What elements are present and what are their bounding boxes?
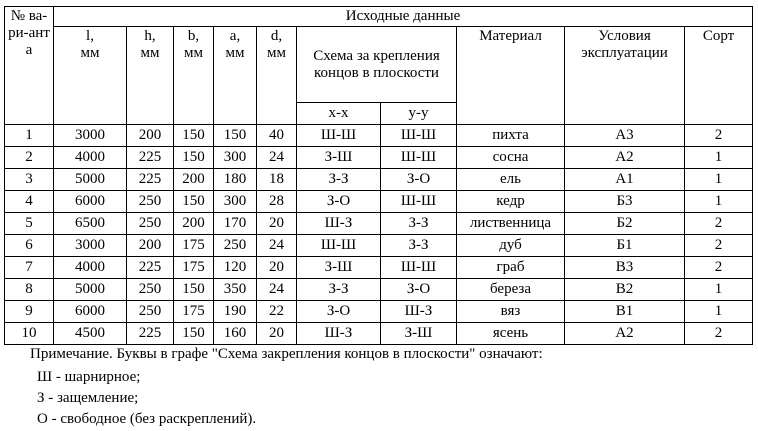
cell-variant: 4 xyxy=(5,191,54,213)
cell-variant: 9 xyxy=(5,301,54,323)
cell-scheme-xx: З-О xyxy=(297,301,381,323)
cell-d: 22 xyxy=(257,301,297,323)
cell-length: 6000 xyxy=(54,301,127,323)
cell-length: 6500 xyxy=(54,213,127,235)
cell-variant: 2 xyxy=(5,147,54,169)
cell-length: 3000 xyxy=(54,235,127,257)
cell-height: 200 xyxy=(127,125,174,147)
cell-length: 4500 xyxy=(54,323,127,345)
cell-d: 20 xyxy=(257,213,297,235)
cell-width: 150 xyxy=(174,323,214,345)
cell-width: 175 xyxy=(174,235,214,257)
header-material: Материал xyxy=(457,27,565,125)
cell-conditions: В1 xyxy=(565,301,685,323)
cell-scheme-xx: Ш-З xyxy=(297,213,381,235)
cell-width: 200 xyxy=(174,213,214,235)
cell-height: 225 xyxy=(127,257,174,279)
cell-length: 3000 xyxy=(54,125,127,147)
cell-grade: 1 xyxy=(685,169,753,191)
header-scheme: Схема за крепления концов в плоскости xyxy=(297,27,457,103)
cell-grade: 2 xyxy=(685,125,753,147)
table-row xyxy=(5,323,753,345)
cell-a: 300 xyxy=(214,191,257,213)
cell-material: лиственница xyxy=(457,213,565,235)
cell-a: 300 xyxy=(214,147,257,169)
cell-variant: 1 xyxy=(5,125,54,147)
header-conditions: Условия эксплуатации xyxy=(565,27,685,125)
cell-scheme-xx: Ш-Ш xyxy=(297,125,381,147)
cell-grade: 1 xyxy=(685,147,753,169)
cell-scheme-yy: Ш-Ш xyxy=(381,125,457,147)
cell-d: 40 xyxy=(257,125,297,147)
header-b: b, мм xyxy=(174,27,214,125)
cell-grade: 1 xyxy=(685,191,753,213)
cell-a: 150 xyxy=(214,125,257,147)
cell-variant: 8 xyxy=(5,279,54,301)
source-data-table xyxy=(4,6,753,345)
cell-d: 18 xyxy=(257,169,297,191)
cell-material: сосна xyxy=(457,147,565,169)
cell-grade: 1 xyxy=(685,279,753,301)
cell-conditions: А3 xyxy=(565,125,685,147)
cell-grade: 2 xyxy=(685,257,753,279)
table-row xyxy=(5,279,753,301)
cell-scheme-xx: З-О xyxy=(297,191,381,213)
cell-material: береза xyxy=(457,279,565,301)
note-item-fixed: З - защемление; xyxy=(37,390,139,406)
cell-scheme-xx: Ш-Ш xyxy=(297,235,381,257)
cell-height: 200 xyxy=(127,235,174,257)
cell-d: 20 xyxy=(257,323,297,345)
cell-height: 250 xyxy=(127,279,174,301)
cell-d: 24 xyxy=(257,279,297,301)
cell-conditions: В3 xyxy=(565,257,685,279)
cell-scheme-yy: Ш-Ш xyxy=(381,147,457,169)
cell-scheme-yy: З-О xyxy=(381,279,457,301)
cell-length: 6000 xyxy=(54,191,127,213)
cell-scheme-xx: З-Ш xyxy=(297,257,381,279)
cell-width: 200 xyxy=(174,169,214,191)
cell-grade: 2 xyxy=(685,235,753,257)
table-row xyxy=(5,147,753,169)
cell-width: 150 xyxy=(174,191,214,213)
table-row xyxy=(5,169,753,191)
cell-material: ель xyxy=(457,169,565,191)
cell-a: 190 xyxy=(214,301,257,323)
cell-a: 180 xyxy=(214,169,257,191)
cell-conditions: Б1 xyxy=(565,235,685,257)
cell-scheme-xx: Ш-З xyxy=(297,323,381,345)
cell-height: 250 xyxy=(127,301,174,323)
cell-scheme-yy: З-З xyxy=(381,213,457,235)
cell-grade: 2 xyxy=(685,323,753,345)
header-scheme-yy: у-у xyxy=(381,103,457,125)
table-row xyxy=(5,235,753,257)
cell-material: дуб xyxy=(457,235,565,257)
cell-length: 5000 xyxy=(54,279,127,301)
cell-a: 350 xyxy=(214,279,257,301)
cell-material: граб xyxy=(457,257,565,279)
cell-a: 120 xyxy=(214,257,257,279)
cell-material: вяз xyxy=(457,301,565,323)
cell-height: 225 xyxy=(127,323,174,345)
cell-scheme-yy: Ш-Ш xyxy=(381,257,457,279)
cell-width: 150 xyxy=(174,147,214,169)
cell-width: 150 xyxy=(174,125,214,147)
cell-length: 4000 xyxy=(54,257,127,279)
cell-a: 250 xyxy=(214,235,257,257)
cell-width: 175 xyxy=(174,301,214,323)
cell-conditions: А1 xyxy=(565,169,685,191)
table-row xyxy=(5,125,753,147)
cell-scheme-yy: З-О xyxy=(381,169,457,191)
cell-width: 175 xyxy=(174,257,214,279)
cell-conditions: А2 xyxy=(565,147,685,169)
cell-d: 24 xyxy=(257,235,297,257)
cell-variant: 5 xyxy=(5,213,54,235)
cell-conditions: Б2 xyxy=(565,213,685,235)
cell-scheme-xx: З-З xyxy=(297,279,381,301)
cell-conditions: А2 xyxy=(565,323,685,345)
cell-a: 160 xyxy=(214,323,257,345)
cell-scheme-yy: З-Ш xyxy=(381,323,457,345)
cell-variant: 7 xyxy=(5,257,54,279)
header-a: a, мм xyxy=(214,27,257,125)
cell-d: 28 xyxy=(257,191,297,213)
cell-variant: 6 xyxy=(5,235,54,257)
cell-grade: 1 xyxy=(685,301,753,323)
cell-material: пихта xyxy=(457,125,565,147)
cell-d: 20 xyxy=(257,257,297,279)
header-h: h, мм xyxy=(127,27,174,125)
cell-height: 225 xyxy=(127,169,174,191)
cell-length: 5000 xyxy=(54,169,127,191)
header-variant: № ва-ри-анта xyxy=(5,7,54,125)
cell-length: 4000 xyxy=(54,147,127,169)
header-d: d, мм xyxy=(257,27,297,125)
header-scheme-xx: х-х xyxy=(297,103,381,125)
cell-material: ясень xyxy=(457,323,565,345)
table-row xyxy=(5,257,753,279)
cell-variant: 3 xyxy=(5,169,54,191)
cell-width: 150 xyxy=(174,279,214,301)
cell-scheme-xx: З-З xyxy=(297,169,381,191)
cell-d: 24 xyxy=(257,147,297,169)
cell-scheme-yy: З-З xyxy=(381,235,457,257)
cell-height: 250 xyxy=(127,213,174,235)
cell-scheme-yy: Ш-Ш xyxy=(381,191,457,213)
table-row xyxy=(5,191,753,213)
cell-height: 250 xyxy=(127,191,174,213)
cell-conditions: В2 xyxy=(565,279,685,301)
header-source-data: Исходные данные xyxy=(54,7,753,27)
note-heading: Примечание. Буквы в графе "Схема закрепления концов в плоскости" означают: xyxy=(30,346,543,362)
cell-conditions: Б3 xyxy=(565,191,685,213)
cell-grade: 2 xyxy=(685,213,753,235)
cell-height: 225 xyxy=(127,147,174,169)
note-item-free: О - свободное (без раскреплений). xyxy=(37,411,257,427)
table-row xyxy=(5,213,753,235)
cell-a: 170 xyxy=(214,213,257,235)
header-l: l, мм xyxy=(54,27,127,125)
cell-scheme-yy: Ш-З xyxy=(381,301,457,323)
note-item-hinged: Ш - шарнирное; xyxy=(37,369,141,385)
table-row xyxy=(5,301,753,323)
cell-variant: 10 xyxy=(5,323,54,345)
header-grade: Сорт xyxy=(685,27,753,125)
cell-scheme-xx: З-Ш xyxy=(297,147,381,169)
cell-material: кедр xyxy=(457,191,565,213)
